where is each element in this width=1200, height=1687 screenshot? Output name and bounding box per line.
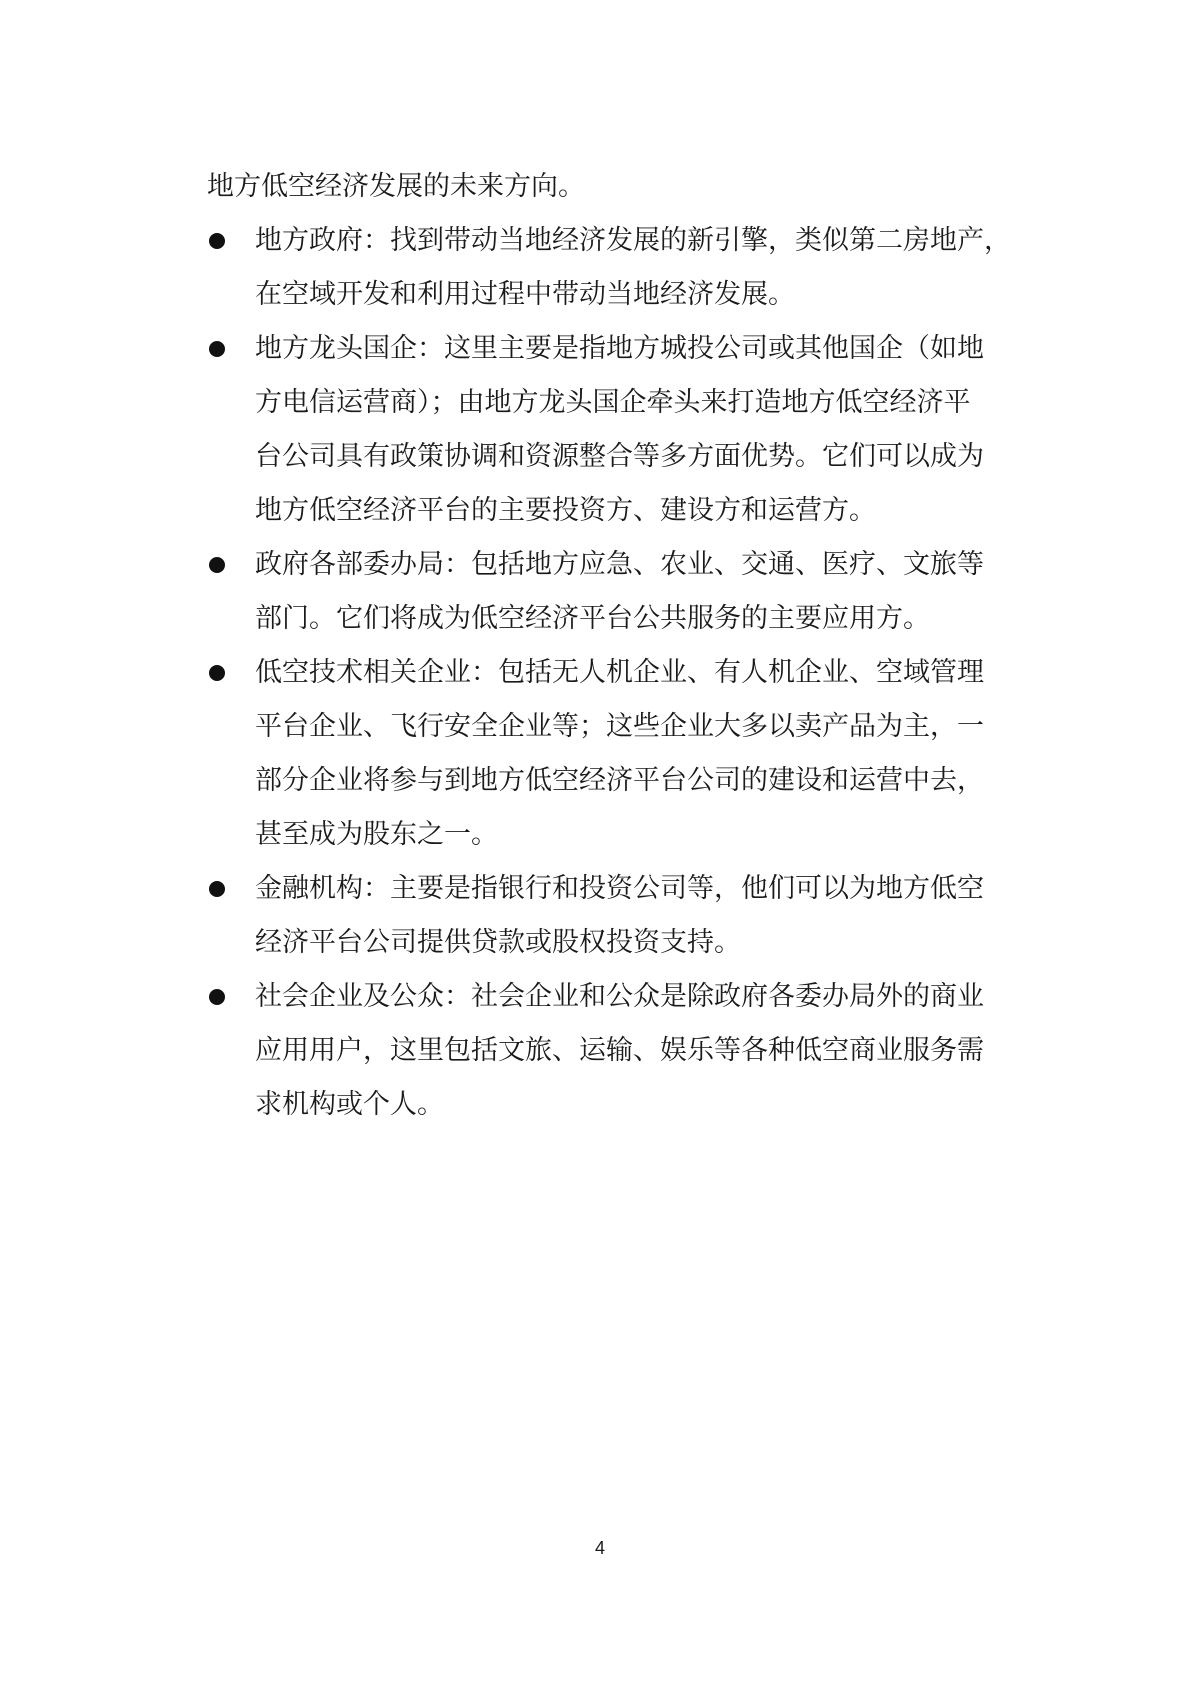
list-item-line: 应用用户，这里包括文旅、运输、娱乐等各种低空商业服务需 <box>255 1035 984 1066</box>
list-item-line: 在空域开发和利用过程中带动当地经济发展。 <box>255 279 795 310</box>
list-item-line: 台公司具有政策协调和资源整合等多方面优势。它们可以成为 <box>255 441 984 472</box>
bullet-icon <box>209 557 225 573</box>
bullet-icon <box>209 881 225 897</box>
bullet-icon <box>209 233 225 249</box>
bullet-icon <box>209 341 225 357</box>
list-item-line: 部门。它们将成为低空经济平台公共服务的主要应用方。 <box>255 603 930 634</box>
list-item <box>207 322 1007 538</box>
page-number: 4 <box>594 1538 605 1558</box>
list-item-line: 方电信运营商）；由地方龙头国企牵头来打造地方低空经济平 <box>255 387 971 418</box>
list-item <box>207 970 1007 1132</box>
list-item-line: 地方龙头国企：这里主要是指地方城投公司或其他国企（如地 <box>255 333 984 364</box>
list-item-line: 甚至成为股东之一。 <box>255 819 498 850</box>
list-item-line: 平台企业、飞行安全企业等；这些企业大多以卖产品为主，一 <box>255 711 984 742</box>
bullet-icon <box>209 989 225 1005</box>
list-item-line: 部分企业将参与到地方低空经济平台公司的建设和运营中去， <box>255 765 984 796</box>
list-item-line: 地方低空经济平台的主要投资方、建设方和运营方。 <box>255 495 876 526</box>
list-item <box>207 538 1007 646</box>
intro-paragraph: 地方低空经济发展的未来方向。 <box>207 171 585 202</box>
list-item-line: 地方政府：找到带动当地经济发展的新引擎，类似第二房地产， <box>255 225 1011 256</box>
bullet-list <box>207 214 1011 1132</box>
list-item-line: 政府各部委办局：包括地方应急、农业、交通、医疗、文旅等 <box>255 549 984 580</box>
list-item-line: 社会企业及公众：社会企业和公众是除政府各委办局外的商业 <box>255 981 984 1012</box>
list-item-line: 低空技术相关企业：包括无人机企业、有人机企业、空域管理 <box>255 657 984 688</box>
list-item-line: 求机构或个人。 <box>255 1089 444 1120</box>
list-item-line: 经济平台公司提供贷款或股权投资支持。 <box>255 927 741 958</box>
list-item <box>207 862 1007 970</box>
list-item-line: 金融机构：主要是指银行和投资公司等，他们可以为地方低空 <box>255 873 984 904</box>
bullet-icon <box>209 665 225 681</box>
list-item <box>207 214 1011 322</box>
list-item <box>207 646 1007 862</box>
